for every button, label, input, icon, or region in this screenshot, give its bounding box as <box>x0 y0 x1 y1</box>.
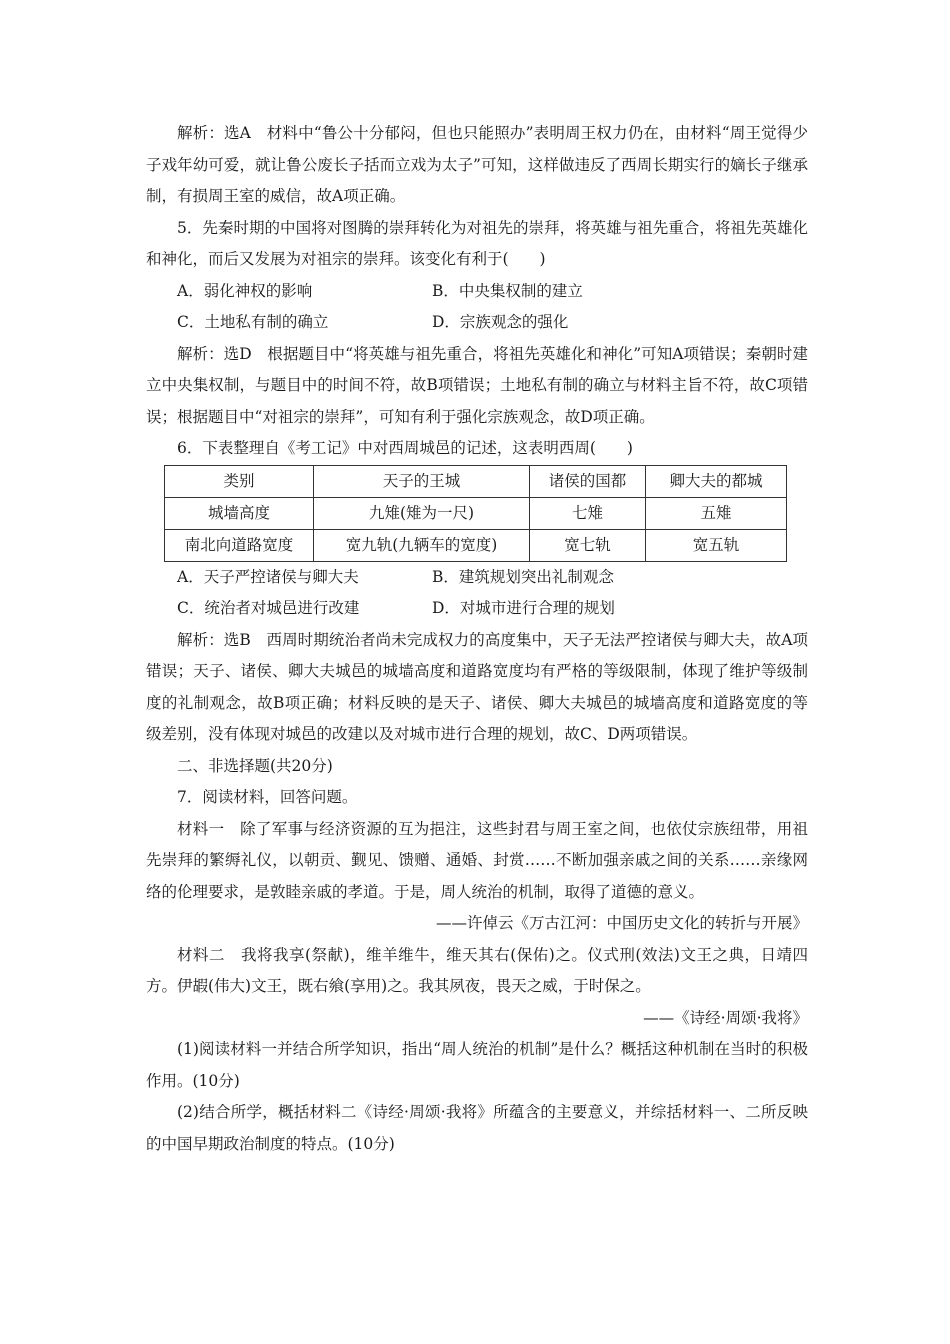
q5-option-d: D．宗族观念的强化 <box>432 313 569 331</box>
section-heading: 二、非选择题(共20分) <box>177 756 333 775</box>
q6-options-row-1 <box>146 562 808 594</box>
q5-option-b: B．中央集权制的建立 <box>432 281 583 300</box>
q6-option-c: C．统治者对城邑进行改建 <box>177 599 360 617</box>
table-header-cell: 诸侯的国都 <box>530 465 646 497</box>
q6-option-a: A．天子严控诸侯与卿大夫 <box>177 567 359 586</box>
material-one-source: ——许倬云《万古江河：中国历史文化的转折与开展》 <box>435 914 808 932</box>
table-header-cell: 类别 <box>165 465 314 497</box>
table-cell: 南北向道路宽度 <box>165 529 314 561</box>
q7-subquestion-2: (2)结合所学，概括材料二《诗经·周颂·我将》所蕴含的主要意义，并综括材料一、二所反映的中国早期政治制度的特点。(10分) <box>146 1103 808 1153</box>
material-one: 材料一 除了军事与经济资源的互为挹注，这些封君与周王室之间，也依仗宗族纽带，用祖先崇拜的繁缛礼仪，以朝贡、觐见、馈赠、通婚、封赏……不断加强亲戚之间的关系……亲缘网络的伦理要求，是敦睦亲戚的孝道。于是，周人统治的机制，取得了道德的意义。 <box>146 819 808 901</box>
table-header-row <box>165 465 787 497</box>
table-row <box>165 529 787 561</box>
q5-options-row-2 <box>146 307 808 339</box>
table-cell: 宽七轨 <box>530 529 646 561</box>
q5-option-a: A．弱化神权的影响 <box>177 281 313 300</box>
table-header-cell: 卿大夫的都城 <box>646 465 787 497</box>
table-cell: 五雉 <box>646 497 787 529</box>
table-row <box>165 497 787 529</box>
q5-analysis: 解析：选D 根据题目中“将英雄与祖先重合，将祖先英雄化和神化”可知A项错误；秦朝时建立中央集权制，与题目中的时间不符，故B项错误；土地私有制的确立与材料主旨不符，故C项错误；根据题目中“对祖宗的崇拜”，可知有利于强化宗族观念，故D项正确。 <box>146 344 808 426</box>
q6-options-row-2 <box>146 593 808 625</box>
q5-stem: 5．先秦时期的中国将对图腾的崇拜转化为对祖先的崇拜，将英雄与祖先重合，将祖先英雄化和神化，而后又发展为对祖宗的崇拜。该变化有利于( ) <box>146 218 808 268</box>
q7-stem: 7．阅读材料，回答问题。 <box>177 788 358 806</box>
q7-subquestion-1: (1)阅读材料一并结合所学知识，指出“周人统治的机制”是什么？概括这种机制在当时的积极作用。(10分) <box>146 1040 808 1090</box>
material-two: 材料二 我将我享(祭献)，维羊维牛，维天其右(保佑)之。仪式刑(效法)文王之典，日靖四方。伊嘏(伟大)文王，既右飨(享用)之。我其夙夜，畏天之威，于时保之。 <box>146 945 808 995</box>
q5-options-row-1 <box>146 276 808 308</box>
table-cell: 宽九轨(九辆车的宽度) <box>314 529 530 561</box>
q5-option-c: C．土地私有制的确立 <box>177 313 329 331</box>
table-cell: 七雉 <box>530 497 646 529</box>
table-cell: 宽五轨 <box>646 529 787 561</box>
table-cell: 城墙高度 <box>165 497 314 529</box>
q6-option-d: D．对城市进行合理的规划 <box>432 599 615 617</box>
document-page <box>146 118 808 1160</box>
table-cell: 九雉(雉为一尺) <box>314 497 530 529</box>
q6-option-b: B．建筑规划突出礼制观念 <box>432 567 614 586</box>
kaogongji-table <box>164 465 787 562</box>
material-two-source: ——《诗经·周颂·我将》 <box>643 1008 808 1027</box>
q6-analysis: 解析：选B 西周时期统治者尚未完成权力的高度集中，天子无法严控诸侯与卿大夫，故A项错误；天子、诸侯、卿大夫城邑的城墙高度和道路宽度均有严格的等级限制，体现了维护等级制度的礼制观念，故B项正确；材料反映的是天子、诸侯、卿大夫城邑的城墙高度和道路宽度的等级差别，没有体现对城邑的改建以及对城市进行合理的规划，故C、D两项错误。 <box>146 630 808 743</box>
q4-analysis: 解析：选A 材料中“鲁公十分郁闷，但也只能照办”表明周王权力仍在，由材料“周王觉得少子戏年幼可爱，就让鲁公废长子括而立戏为太子”可知，这样做违反了西周长期实行的嫡长子继承制，有损周王室的威信，故A项正确。 <box>146 124 808 205</box>
q6-stem: 6．下表整理自《考工记》中对西周城邑的记述，这表明西周( ) <box>177 439 633 457</box>
table-header-cell: 天子的王城 <box>314 465 530 497</box>
